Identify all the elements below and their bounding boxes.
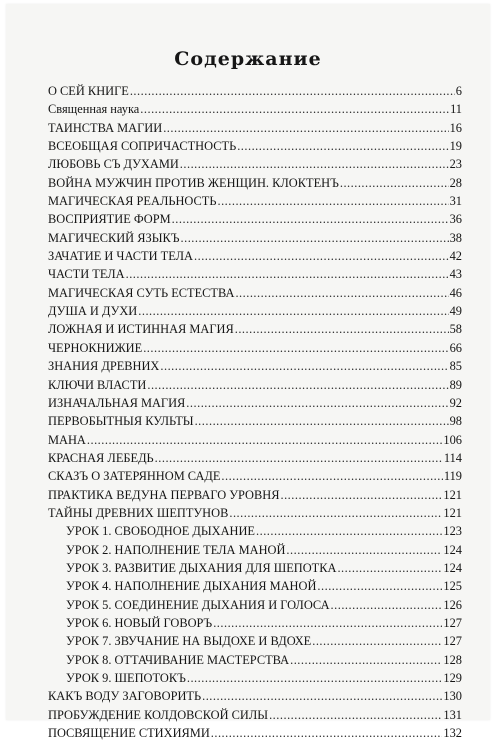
toc-entry-title: МАГИЧЕСКАЯ РЕАЛЬНОСТЬ (48, 194, 217, 209)
toc-entry-title: УРОК 2. НАПОЛНЕНИЕ ТЕЛА МАНОЙ (66, 542, 286, 557)
dot-leader (280, 488, 442, 503)
dot-leader (195, 414, 449, 429)
toc-entry-title: ЗАЧАТИЕ И ЧАСТИ ТЕЛА (48, 249, 194, 264)
dot-leader (172, 212, 449, 227)
toc-page-number: 119 (443, 469, 462, 484)
toc-subentry (48, 543, 462, 561)
toc-subentry (48, 671, 462, 689)
toc-page-number: 131 (443, 707, 462, 722)
toc-page-number: 121 (443, 505, 462, 520)
dot-leader (211, 726, 443, 741)
toc-entry (48, 102, 462, 120)
dot-leader (217, 194, 448, 209)
toc-entry-title: УРОК 9. ШЕПОТОКЪ (66, 671, 186, 685)
toc-page-number: 127 (443, 634, 462, 649)
dot-leader (155, 451, 443, 466)
dot-leader (194, 249, 449, 264)
toc-entry (48, 451, 462, 469)
toc-entry (48, 322, 462, 340)
dot-leader (337, 561, 442, 576)
toc-entry (48, 469, 462, 487)
toc-page-number: 128 (443, 652, 462, 667)
toc-entry-title: УРОК 7. ЗВУЧАНИЕ НА ВЫДОХЕ И ВДОХЕ (66, 634, 312, 649)
toc-page-number: 28 (449, 175, 462, 190)
toc-page-number: 98 (449, 414, 462, 429)
dot-leader (186, 396, 448, 411)
dot-leader (130, 84, 455, 99)
toc-entry-title: УРОК 4. НАПОЛНЕНИЕ ДЫХАНИЯ МАНОЙ (66, 579, 317, 594)
toc-entry (48, 396, 462, 414)
dot-leader (340, 176, 449, 191)
dot-leader (180, 157, 449, 172)
toc-entry (48, 212, 462, 230)
toc-entry (48, 84, 462, 102)
toc-entry-title: ЧАСТИ ТЕЛА (48, 267, 125, 282)
toc-entry (48, 157, 462, 175)
toc-page-number: 129 (443, 671, 462, 685)
toc-entry (48, 121, 462, 139)
dot-leader (286, 543, 442, 558)
toc-entry-title: ДУША И ДУХИ (48, 304, 138, 319)
toc-page-number: 46 (449, 285, 462, 300)
toc-page-number: 114 (443, 450, 462, 465)
toc-entry (48, 506, 462, 524)
toc-entry (48, 488, 462, 506)
toc-entry-title: ПРАКТИКА ВЕДУНА ПЕРВАГО УРОВНЯ (48, 487, 280, 502)
toc-page-number: 121 (443, 487, 462, 502)
toc-entry-title: ИЗНАЧАЛЬНАЯ МАГИЯ (48, 395, 186, 410)
toc-entry (48, 341, 462, 359)
dot-leader (317, 579, 442, 594)
toc-entry (48, 267, 462, 285)
toc-entry-title: КРАСНАЯ ЛЕБЕДЬ (48, 450, 154, 465)
dot-leader (256, 524, 442, 539)
toc-entry-title: УРОК 6. НОВЫЙ ГОВОРЪ (66, 615, 213, 630)
toc-page-number: 16 (449, 120, 462, 135)
dot-leader (147, 378, 448, 393)
toc-subentry (48, 634, 462, 652)
toc-entry (48, 304, 462, 322)
dot-leader (269, 708, 442, 723)
toc-page-number: 132 (443, 726, 462, 741)
toc-page-number: 42 (449, 249, 462, 264)
toc-page-number: 19 (449, 139, 462, 154)
toc-entry (48, 286, 462, 304)
toc-entry-title: ПРОБУЖДЕНИЕ КОЛДОВСКОЙ СИЛЫ (48, 707, 269, 722)
toc-page-number: 127 (443, 615, 462, 630)
toc-entry (48, 433, 462, 451)
toc-entry-title: ТАЙНЫ ДРЕВНИХ ШЕПТУНОВ (48, 505, 229, 520)
toc-entry-title: ЛОЖНАЯ И ИСТИННАЯ МАГИЯ (48, 322, 234, 337)
toc-page-number: 23 (449, 157, 462, 172)
toc-page-number: 36 (449, 212, 462, 227)
table-of-contents (48, 84, 462, 744)
dot-leader (312, 634, 442, 649)
toc-entry (48, 194, 462, 212)
toc-entry-title: УРОК 1. СВОБОДНОЕ ДЫХАНИЕ (66, 524, 255, 539)
toc-page-number: 126 (443, 597, 462, 612)
dot-leader (163, 121, 448, 136)
toc-entry (48, 689, 462, 707)
toc-page-number: 106 (443, 432, 462, 447)
toc-page-number: 31 (449, 194, 462, 209)
toc-entry-title: ТАИНСТВА МАГИИ (48, 120, 163, 135)
toc-entry (48, 139, 462, 157)
toc-page-number: 85 (449, 359, 462, 374)
toc-entry (48, 176, 462, 194)
toc-page-number: 124 (443, 560, 462, 575)
dot-leader (221, 469, 442, 484)
toc-entry (48, 726, 462, 744)
toc-entry-title: ЗНАНИЯ ДРЕВНИХ (48, 359, 160, 374)
toc-entry-title: УРОК 3. РАЗВИТИЕ ДЫХАНИЯ ДЛЯ ШЕПОТКА (66, 560, 337, 575)
toc-page-number: 66 (449, 340, 462, 355)
toc-page-number: 123 (443, 524, 462, 539)
toc-entry-title: КАКЪ ВОДУ ЗАГОВОРИТЬ (48, 689, 202, 704)
toc-entry (48, 708, 462, 726)
toc-page-number: 11 (450, 102, 462, 117)
toc-page-number: 6 (455, 84, 462, 98)
toc-entry-title: МАНА (48, 432, 86, 447)
dot-leader (143, 341, 448, 356)
toc-page-number: 58 (449, 322, 462, 337)
toc-entry (48, 378, 462, 396)
toc-entry-title: ВОЙНА МУЖЧИН ПРОТИВ ЖЕНЩИН. КЛОКТЕНЪ (48, 175, 339, 190)
toc-page-number: 49 (449, 304, 462, 319)
dot-leader (187, 671, 443, 686)
toc-subentry (48, 598, 462, 616)
dot-leader (331, 598, 443, 613)
dot-leader (87, 433, 443, 448)
dot-leader (202, 689, 442, 704)
dot-leader (213, 616, 442, 631)
toc-entry-title: ПОСВЯЩЕНИЕ СТИХИЯМИ (48, 726, 210, 741)
dot-leader (181, 231, 449, 246)
dot-leader (290, 653, 442, 668)
dot-leader (235, 286, 448, 301)
toc-entry-title: УРОК 5. СОЕДИНЕНИЕ ДЫХАНИЯ И ГОЛОСА (66, 597, 330, 612)
toc-entry (48, 359, 462, 377)
dot-leader (229, 506, 442, 521)
dot-leader (138, 304, 448, 319)
book-page (6, 4, 490, 741)
page-title: Содержание (174, 48, 322, 70)
toc-subentry (48, 653, 462, 671)
toc-entry-title: УРОК 8. ОТТАЧИВАНИЕ МАСТЕРСТВА (66, 652, 290, 667)
toc-entry-title: МАГИЧЕСКИЙ ЯЗЫКЪ (48, 230, 180, 245)
toc-page-number: 125 (443, 579, 462, 594)
toc-page-number: 130 (443, 689, 462, 704)
toc-page-number: 89 (449, 377, 462, 392)
toc-page-number: 38 (449, 230, 462, 245)
toc-entry (48, 414, 462, 432)
toc-entry-title: ЧЕРНОКНИЖИЕ (48, 340, 143, 355)
toc-entry-title: ВОСПРИЯТИЕ ФОРМ (48, 212, 171, 227)
dot-leader (160, 359, 448, 374)
toc-subentry (48, 616, 462, 634)
toc-subentry (48, 524, 462, 542)
toc-entry-title: ВСЕОБЩАЯ СОПРИЧАСТНОСТЬ (48, 139, 237, 154)
toc-entry-title: ЛЮБОВЬ СЪ ДУХАМИ (48, 157, 179, 172)
toc-entry-title: КЛЮЧИ ВЛАСТИ (48, 377, 147, 392)
dot-leader (140, 102, 449, 117)
toc-page-number: 43 (449, 267, 462, 282)
toc-subentry (48, 561, 462, 579)
toc-page-number: 92 (449, 395, 462, 410)
toc-page-number: 124 (443, 542, 462, 557)
dot-leader (235, 322, 449, 337)
toc-entry-title: СКАЗЪ О ЗАТЕРЯННОМ САДЕ (48, 469, 221, 484)
dot-leader (237, 139, 448, 154)
toc-subentry (48, 579, 462, 597)
toc-entry-title: Священная наука (48, 102, 140, 117)
toc-entry-title: ПЕРВОБЫТНЫЯ КУЛЬТЫ (48, 414, 194, 429)
toc-entry-title: О СЕЙ КНИГЕ (48, 84, 129, 98)
dot-leader (126, 267, 449, 282)
toc-entry (48, 249, 462, 267)
toc-entry (48, 231, 462, 249)
toc-entry-title: МАГИЧЕСКАЯ СУТЬ ЕСТЕСТВА (48, 285, 235, 300)
